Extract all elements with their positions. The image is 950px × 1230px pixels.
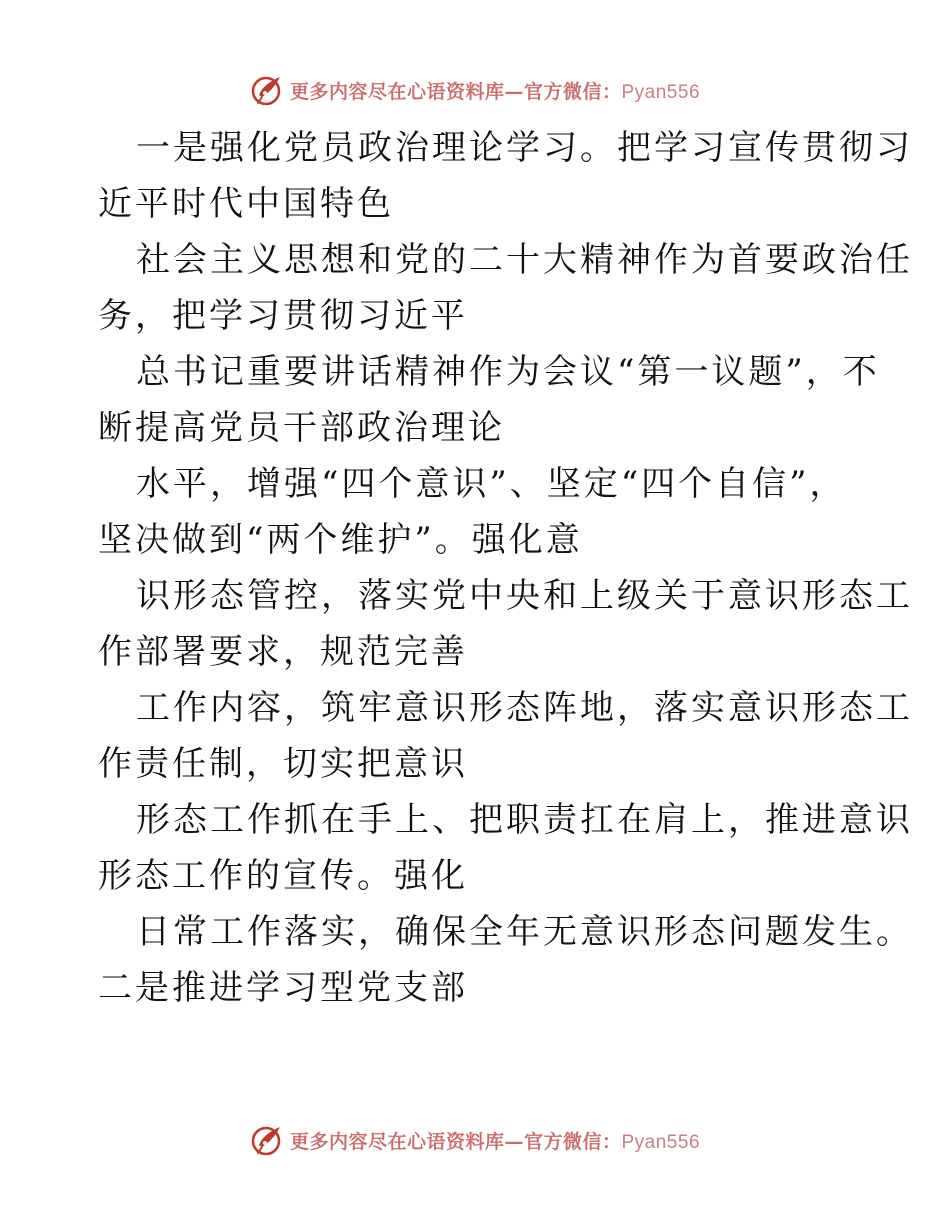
quill-logo-icon: [250, 73, 284, 107]
document-body: [98, 120, 913, 1016]
body-line: 工作内容，筑牢意识形态阵地，落实意识形态工: [136, 688, 913, 728]
body-line: 日常工作落实，确保全年无意识形态问题发生。: [136, 912, 913, 952]
body-line: 坚决做到“两个维护”。强化意: [98, 520, 583, 560]
body-line: 总书记重要讲话精神作为会议“第一议题”，不: [136, 352, 880, 392]
body-line: 作部署要求，规范完善: [98, 632, 468, 672]
body-line: 作责任制，切实把意识: [98, 744, 468, 784]
footer-watermark: [0, 1120, 950, 1160]
body-line: 二是推进学习型党支部: [98, 968, 468, 1008]
body-line: 形态工作抓在手上、把职责扛在肩上，推进意识: [136, 800, 913, 840]
body-line: 水平，增强“四个意识”、坚定“四个自信”，: [136, 464, 847, 504]
body-line: 务，把学习贯彻习近平: [98, 296, 468, 336]
watermark-text: 更多内容尽在心语资料库—官方微信：Pyan556: [289, 80, 701, 103]
body-line: 近平时代中国特色: [98, 184, 394, 224]
body-line: 形态工作的宣传。强化: [98, 856, 468, 896]
body-line: 断提高党员干部政治理论: [98, 408, 505, 448]
body-line: 识形态管控，落实党中央和上级关于意识形态工: [136, 576, 913, 616]
header-watermark: [0, 70, 950, 110]
watermark-text: 更多内容尽在心语资料库—官方微信：Pyan556: [289, 1130, 701, 1153]
quill-logo-icon: [250, 1123, 284, 1157]
body-line: 一是强化党员政治理论学习。把学习宣传贯彻习: [136, 128, 913, 168]
body-line: 社会主义思想和党的二十大精神作为首要政治任: [136, 240, 913, 280]
watermark-account: Pyan556: [621, 81, 701, 103]
watermark-account: Pyan556: [621, 1131, 701, 1153]
